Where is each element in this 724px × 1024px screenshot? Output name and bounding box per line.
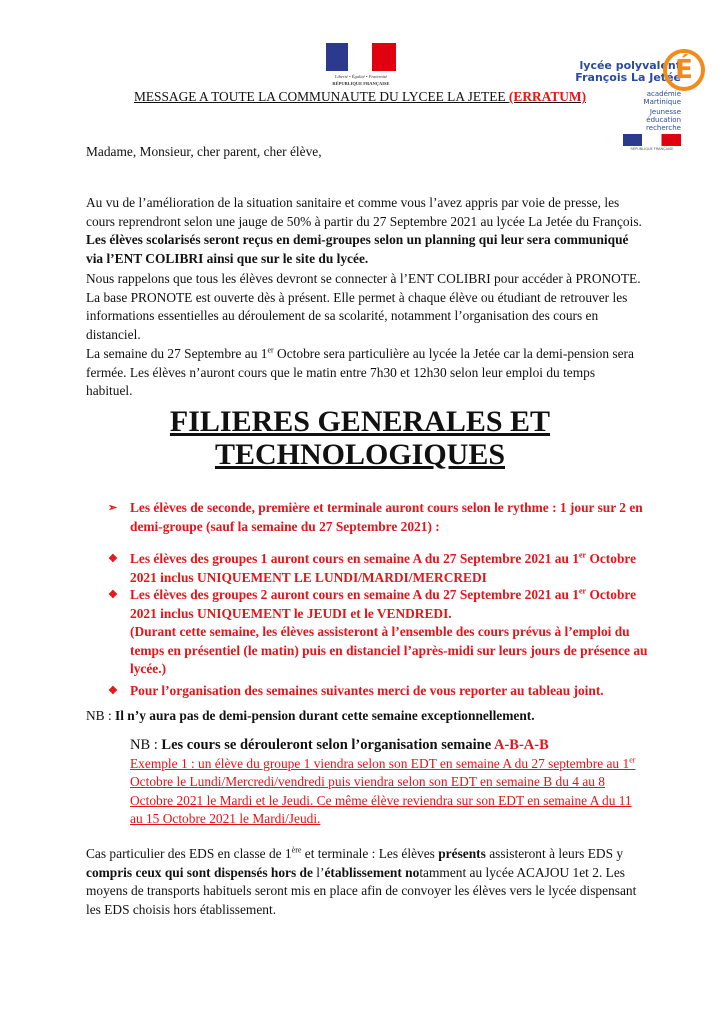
- diamond-bullet-icon: ❖: [108, 553, 118, 565]
- paragraph-eds: Cas particulier des EDS en classe de 1ère et terminale : Les élèves présents assisteront à leurs EDS y compris ceux qui sont dispensés hors de l’établissement notamment au lycée ACAJOU 1et 2. Les moyens de transports habituels seront mis en place afin de convoyer les élèves vers le lycée dispensant les EDS choisis hors établissement.: [86, 845, 637, 917]
- list-item: ❖ Les élèves des groupes 1 auront cours en semaine A du 27 Septembre 2021 au 1er Octobre 2021 inclus UNIQUEMENT LE LUNDI/MARDI/MERCREDI: [108, 550, 637, 585]
- school-logo: lycée polyvalent François La Jetée É académie Martinique Jeunesse éducation recherche RÉPUBLIQUE FRANÇAISE: [583, 46, 703, 156]
- paragraph-pronote: Nous rappelons que tous les élèves devront se connecter à l’ENT COLIBRI pour accéder à PRONOTE. La base PRONOTE est ouverte dès à présent. Elle permet à chaque élève ou étudiant de retrouver les informations essentielles au déroulement de sa scolarité, notamment l’organisation des cours en distanciel.: [86, 271, 641, 342]
- salutation: Madame, Monsieur, cher parent, cher élève,: [86, 144, 322, 159]
- diamond-bullet-icon: ❖: [108, 589, 118, 601]
- nb-organisation: NB : Les cours se dérouleront selon l’organisation semaine A-B-A-B Exemple 1 : un élève du groupe 1 viendra selon son EDT en semaine A du 27 septembre au 1er Octobre le Lundi/Mercredi/vendredi puis viendra selon son EDT en semaine B du 4 au 8 Octobre 2021 le Mardi et le Jeudi. Ce même élève reviendra sur son EDT en semaine A du 11 au 15 Octobre 2021 le Mardi/Jeudi.: [130, 736, 640, 829]
- diamond-bullet-icon: ❖: [108, 685, 118, 697]
- paragraph-week: La semaine du 27 Septembre au 1er Octobre sera particulière au lycée la Jetée car la demi-pension sera fermée. Les élèves n’auront cours que le matin entre 7h30 et 12h30 selon leur emploi du temps habituel.: [86, 345, 634, 399]
- list-item: ❖ Pour l’organisation des semaines suivantes merci de vous reporter au tableau joint.: [108, 682, 648, 701]
- example-text: Exemple 1 : un élève du groupe 1 viendra selon son EDT en semaine A du 27 septembre au 1er Octobre le Lundi/Mercredi/vendredi puis viendra selon son EDT en semaine B du 4 au 8 Octobre 2021 le Mardi et le Jeudi. Ce même élève reviendra sur son EDT en semaine A du 11 au 15 Octobre 2021 le Mardi/Jeudi.: [130, 755, 636, 827]
- list-item: ➢ Les élèves de seconde, première et terminale auront cours selon le rythme : 1 jour sur 2 en demi-groupe (sauf la semaine du 27 Septembre 2021) :: [108, 500, 643, 534]
- e-letter-icon: É: [663, 49, 705, 91]
- document-title: MESSAGE A TOUTE LA COMMUNAUTE DU LYCEE LA JETEE (ERRATUM): [133, 89, 587, 104]
- marianne-logo: Liberté • Égalité • Fraternité RÉPUBLIQUE FRANÇAISE: [326, 43, 396, 87]
- list-item: ❖ Les élèves des groupes 2 auront cours en semaine A du 27 Septembre 2021 au 1er Octobre 2021 inclus UNIQUEMENT le JEUDI et le VENDREDI. (Durant cette semaine, les élèves assisteront à l’ensemble des cours prévus à l’emploi du temps en présentiel (le matin) puis en distanciel l’après-midi sur leurs jours de présence au lycée.): [108, 586, 648, 677]
- paragraph-reopening: Au vu de l’amélioration de la situation sanitaire et comme vous l’avez appris par voie de presse, les cours reprendront selon une jauge de 50% à partir du 27 Septembre 2021 au lycée La Jetée du François. Les élèves scolarisés seront reçus en demi-groupes selon un planning qui leur sera communiqué via l’ENT COLIBRI ainsi que sur le site du lycée.: [86, 195, 642, 266]
- erratum-label: (ERRATUM): [508, 89, 587, 104]
- arrow-bullet-icon: ➢: [108, 502, 118, 514]
- section-heading: FILIERES GENERALES ET TECHNOLOGIQUES: [169, 405, 551, 471]
- nb-demi-pension: NB : Il n’y aura pas de demi-pension durant cette semaine exceptionnellement.: [86, 708, 535, 723]
